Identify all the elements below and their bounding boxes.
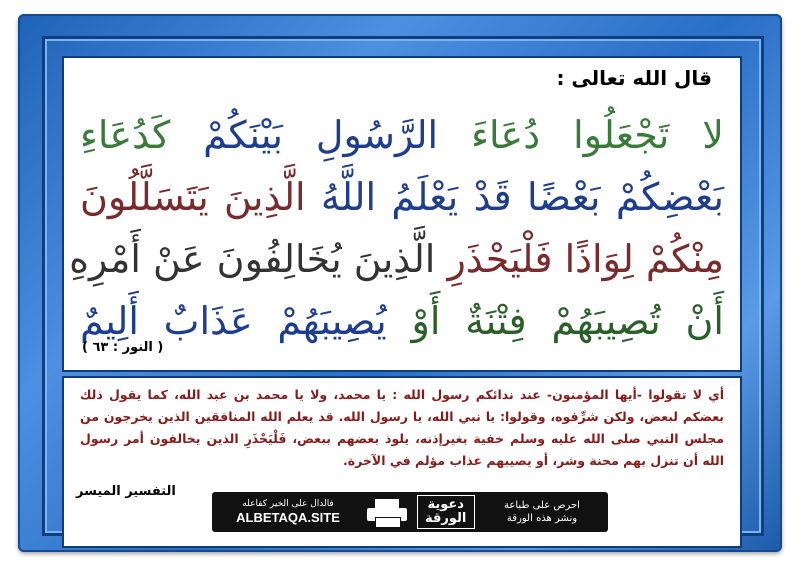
footer-logo (417, 495, 475, 529)
verse-reference: ( النور : ٦٣ ) (82, 340, 164, 355)
verse-line-3-part-b: الَّذِينَ يُخَالِفُونَ عَنْ أَمْرِهِ (69, 237, 436, 281)
verse-line-1-part-b: الرَّسُولِ بَيْنَكُمْ (203, 113, 439, 157)
footer-slogan-line-1: احرص على طباعة (504, 500, 580, 511)
verse-line-2-part-b: الَّذِينَ يَتَسَلَّلُونَ (80, 175, 306, 219)
verse-line-3 (69, 234, 724, 284)
verse-line-1 (80, 110, 724, 160)
verse-line-1-part-a: لا تَجْعَلُوا دُعَاءَ (471, 113, 724, 157)
footer-bar (212, 492, 608, 532)
verse-line-4-part-a: أَنْ تُصِيبَهُمْ فِتْنَةٌ أَوْ (411, 299, 724, 343)
verse-line-2-part-a: بَعْضِكُمْ بَعْضًا قَدْ يَعْلَمُ اللَّهُ (320, 175, 724, 219)
footer-slogan-line-2: ونشر هذه الورقة (506, 513, 578, 524)
verse-heading: قال الله تعالى : (556, 66, 712, 90)
verse-panel (62, 56, 742, 372)
footer-site (218, 499, 358, 526)
footer-site-url[interactable]: ALBETAQA.SITE (236, 509, 340, 525)
footer-slogan (482, 499, 602, 525)
footer-logo-line-2: الورقة (424, 511, 467, 526)
tafsir-source: التفسير الميسر (76, 484, 176, 499)
verse-line-4-part-b: يُصِيبَهُمْ عَذَابٌ أَلِيمٌ (80, 299, 387, 343)
verse-line-3-part-a: مِنْكُمْ لِوَاذًا فَلْيَحْذَرِ (447, 237, 724, 281)
verse-line-1-part-c: كَدُعَاءِ (80, 113, 171, 157)
footer-logo-line-1: دعوية (427, 497, 464, 512)
verse-line-2 (80, 172, 724, 222)
tafsir-text: أي لا تقولوا -أيها المؤمنون- عند ندائكم رسول الله : يا محمد، ولا يا محمد بن عبد الله، كما يقول ذلك بعضكم لبعض، ولكن شرِّفوه، وقولوا: يا نبي الله، يا رسول الله. قد يعلم الله المنافقين الذين يخرجون من مجلس النبي صلى الله عليه وسلم خفية بغيرإذنه، يلوذ بعضهم ببعض، فَلْيَحْذَرِ الذين يخالفون أمر رسول الله أن تنزل بهم محنة وشر، أو يصيبهم عذاب مؤلم في الآخرة. (80, 387, 724, 468)
verse-line-4 (80, 296, 724, 346)
printer-icon (365, 497, 409, 527)
footer-site-tagline: فالدال على الخير كفاعله (242, 498, 334, 509)
